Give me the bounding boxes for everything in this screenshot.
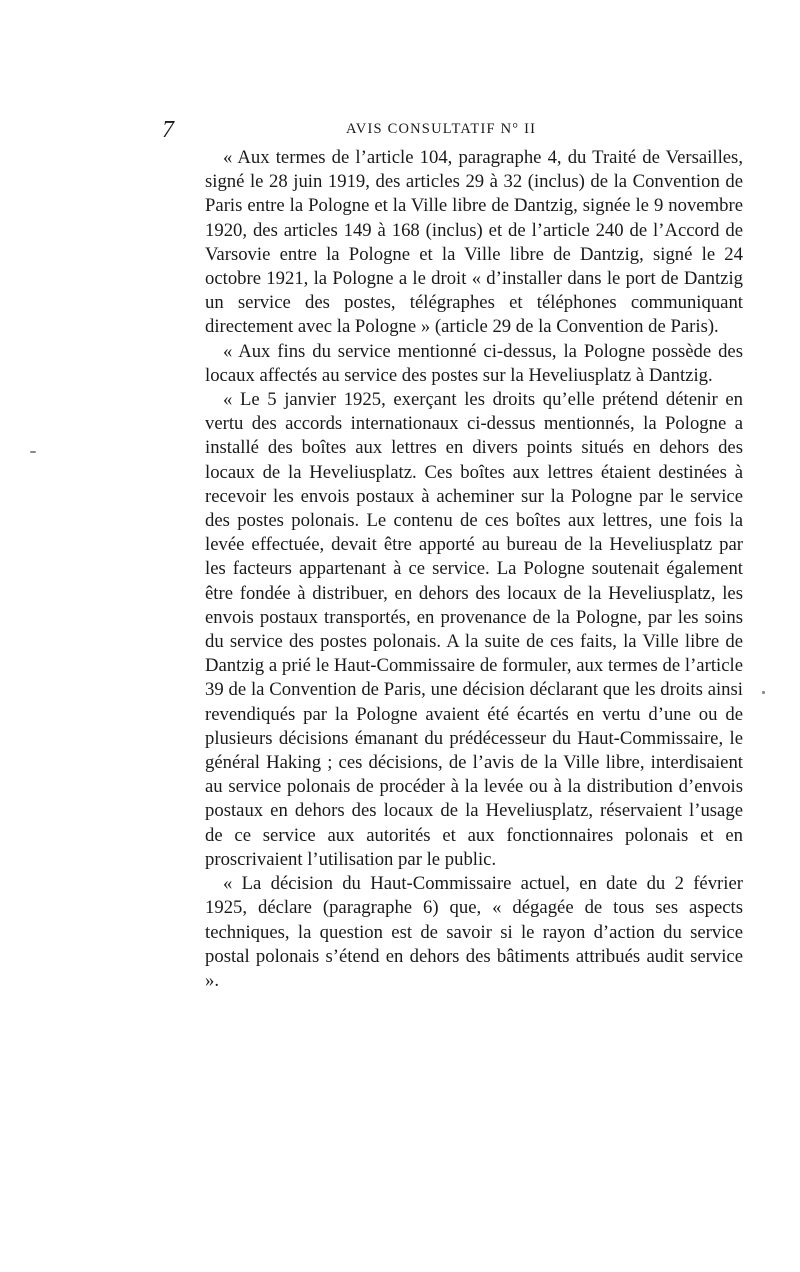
paragraph: « Aux termes de l’article 104, paragraphe 4, du Traité de Versailles, signé le 28 juin 1919, des articles 29 à 32 (inclus) de la Convention de Paris entre la Pologne et la Ville libre de Dantzig, signée le 9 novembre 1920, des articles 149 à 168 (inclus) et de l’article 240 de l’Accord de Varsovie entre la Pologne et la Ville libre de Dantzig, signé le 24 octobre 1921, la Pologne a le droit « d’installer dans le port de Dantzig un service des postes, télégraphes et téléphones communiquant directement avec la Pologne » (article 29 de la Convention de Paris). [205, 147, 743, 338]
paragraph: « Aux fins du service mentionné ci-dessus, la Pologne possède des locaux affectés au service des postes sur la Heveliusplatz à Dantzig. [205, 340, 743, 386]
scan-speck [762, 691, 765, 694]
page-number: 7 [162, 117, 174, 143]
running-head: AVIS CONSULTATIF N° II [346, 121, 537, 137]
body-text [205, 146, 743, 993]
paragraph: « La décision du Haut-Commissaire actuel, en date du 2 février 1925, déclare (paragraphe 6) que, « dégagée de tous ses aspects techniques, la question est de savoir si le rayon d’action du service postal polonais s’étend en dehors des bâtiments attribués audit service ». [205, 873, 743, 991]
scan-speck [30, 451, 36, 453]
paragraph: « Le 5 janvier 1925, exerçant les droits qu’elle prétend détenir en vertu des accords internationaux ci-dessus mentionnés, la Pologne a installé des boîtes aux lettres en divers points situés en dehors des locaux de la Heveliusplatz. Ces boîtes aux lettres étaient destinées à recevoir les envois postaux à acheminer sur la Pologne par le service des postes polonais. Le contenu de ces boîtes aux lettres, une fois la levée effectuée, devait être apporté au bureau de la Heveliusplatz par les facteurs appartenant à ce service. La Pologne soutenait également être fondée à distribuer, en dehors des locaux de la Heveliusplatz, les envois postaux transportés, en provenance de la Pologne, par les soins du service des postes polonais. A la suite de ces faits, la Ville libre de Dantzig a prié le Haut-Commissaire de formuler, aux termes de l’article 39 de la Convention de Paris, une décision déclarant que les droits ainsi revendiqués par la Pologne avaient été écartés en vertu d’une ou de plusieurs décisions émanant du prédécesseur du Haut-Commissaire, le général Haking ; ces décisions, de l’avis de la Ville libre, interdisaient au service polonais de procéder à la levée ou à la distribution d’envois postaux en dehors des locaux de la Heveliusplatz, réservaient l’usage de ce service aux autorités et aux fonctionnaires polonais et en proscrivaient l’utilisation par le public. [205, 389, 743, 870]
